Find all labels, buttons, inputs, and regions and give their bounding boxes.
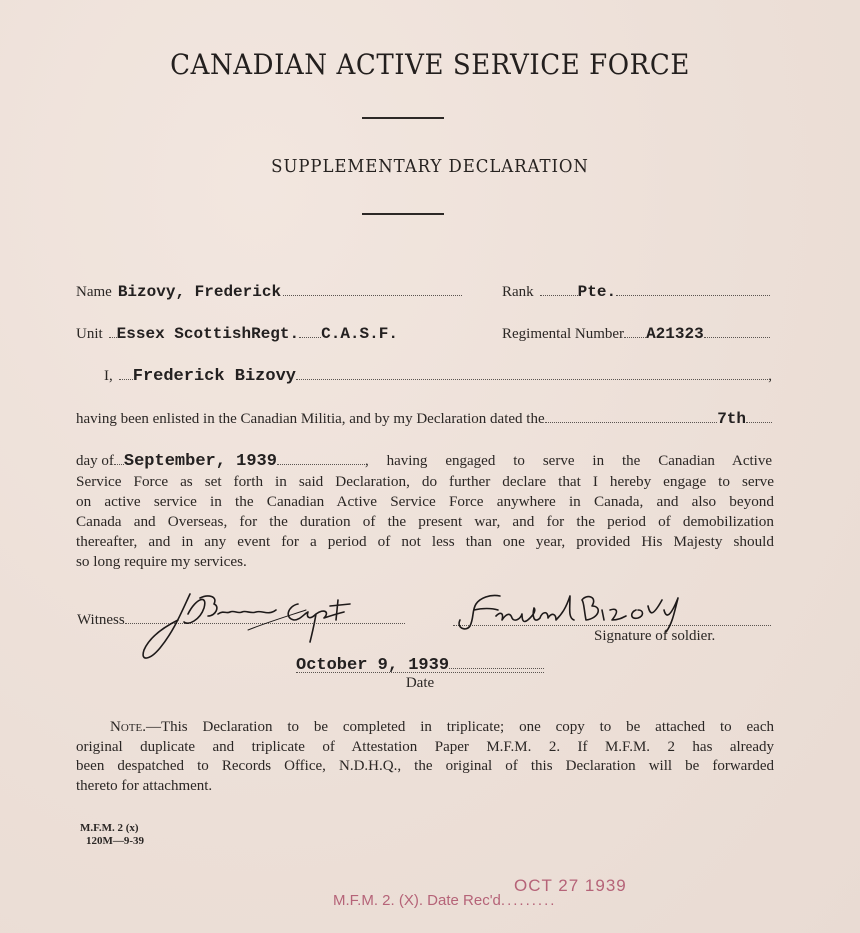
name-label: Name — [76, 284, 112, 300]
form-number — [80, 822, 144, 848]
date-dotted-line — [449, 667, 544, 669]
name-field — [76, 283, 462, 301]
regnum-leading-dots — [624, 336, 646, 338]
document-subtitle: SUPPLEMENTARY DECLARATION — [271, 156, 589, 177]
declarant-leading-dots — [119, 378, 133, 380]
date-caption: Date — [296, 672, 544, 692]
subtitle-divider — [362, 213, 444, 215]
regnum-dotted-line — [704, 336, 770, 338]
rank-dotted-line — [616, 294, 770, 296]
witness-signature-icon — [138, 586, 368, 666]
regimental-number-field — [502, 325, 770, 343]
received-stamp-text: M.F.M. 2. (X). Date Rec'd — [333, 892, 501, 909]
note-lead: Note. — [110, 719, 146, 735]
day-leading-dots — [545, 421, 718, 423]
note-line: thereto for attachment. — [76, 777, 213, 794]
month-trailing-dots — [277, 463, 365, 465]
soldier-signature-caption: Signature of soldier. — [594, 628, 716, 644]
rank-leading-dots — [540, 294, 578, 296]
title-divider — [362, 117, 444, 119]
unit-leading-dots — [109, 336, 117, 338]
month-line — [76, 452, 772, 471]
note-line-text: —This Declaration to be completed in triplicate; one copy to be attached to each — [145, 719, 774, 735]
note-paragraph — [76, 718, 774, 796]
rank-label: Rank — [502, 284, 534, 300]
paragraph-line: so long require my services. — [76, 553, 247, 570]
enlistment-line — [76, 410, 772, 428]
regimental-number-label: Regimental Number — [502, 326, 625, 342]
declaration-day: 7th — [717, 410, 746, 428]
declaration-month-year: September, 1939 — [123, 452, 277, 471]
paragraph-line: thereafter, and in any event for a period of not less than one year, provided His Majesty should — [76, 533, 774, 550]
declarant-value: Frederick Bizovy — [132, 367, 296, 386]
date-value: October 9, 1939 — [296, 656, 450, 675]
note-line: been despatched to Records Office, N.D.H.Q., the original of this Declaration will be forwarded — [76, 758, 774, 774]
unit-value-casf: C.A.S.F. — [321, 325, 398, 343]
paragraph-line: Service Force as set forth in said Declaration, do further declare that I hereby engage to serve — [76, 473, 774, 490]
note-line: original duplicate and triplicate of Attestation Paper M.F.M. 2. If M.F.M. 2 has already — [76, 738, 774, 755]
declaration-paragraph — [76, 472, 774, 572]
unit-field — [76, 325, 462, 343]
regimental-number-value: A21323 — [646, 325, 704, 343]
form-number-code: M.F.M. 2 (x) — [80, 822, 139, 834]
document-title: CANADIAN ACTIVE SERVICE FORCE — [170, 48, 690, 81]
declarant-label: I, — [104, 368, 113, 384]
paragraph-line: Canada and Overseas, for the duration of the present war, and for the period of demobilization — [76, 513, 774, 530]
month-leading-dots — [114, 463, 124, 465]
declarant-field — [104, 367, 772, 386]
received-stamp-dots: ......... — [500, 892, 557, 909]
paragraph-line: on active service in the Canadian Active Service Force anywhere in Canada, and also beyond — [76, 493, 774, 510]
unit-middle-dots — [299, 336, 321, 338]
declarant-comma: , — [768, 368, 772, 384]
form-number-print-run: 120M—9-39 — [86, 835, 145, 847]
name-value: Bizovy, Frederick — [117, 283, 282, 301]
rank-value: Pte. — [577, 283, 617, 301]
declarant-dotted-line — [296, 378, 768, 380]
day-trailing-dots — [746, 421, 772, 423]
name-dotted-line — [283, 294, 462, 296]
witness-label: Witness — [77, 612, 125, 628]
rank-field — [502, 283, 770, 301]
unit-value: Essex ScottishRegt. — [116, 325, 300, 343]
enlistment-text: having been enlisted in the Canadian Militia, and by my Declaration dated the — [76, 411, 545, 427]
engagement-text: , having engaged to serve in the Canadian Active — [364, 453, 772, 469]
note-line — [76, 718, 774, 738]
unit-label: Unit — [76, 326, 103, 342]
day-of-label: day of — [76, 453, 114, 469]
received-date-stamp: OCT 27 1939 — [514, 876, 627, 895]
